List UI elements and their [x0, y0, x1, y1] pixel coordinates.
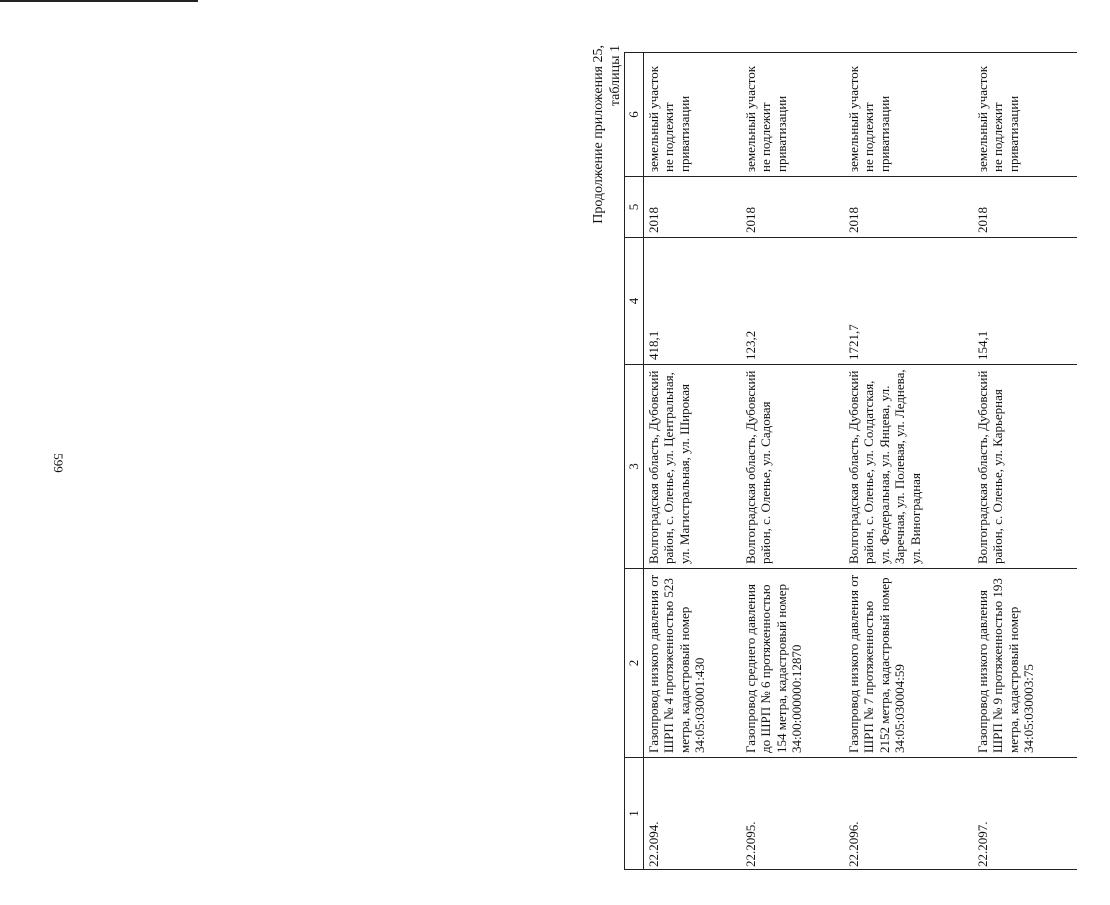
object-address: Волгоградская область, Дубовский район, с. Оленье, ул. Солдатская, ул. Федеральная, ул. Янцева, ул. Заречная, ул. Полевая, ул. Леднева, ул. Виноградная	[838, 365, 969, 569]
object-value: 1721,7	[838, 238, 969, 365]
object-status: земельный участок не подлежит приватизации	[643, 53, 737, 177]
header-cell: 3	[625, 365, 644, 569]
object-value: 418,1	[643, 238, 737, 365]
row-number: 22.2095.	[737, 758, 838, 870]
table-row	[737, 53, 838, 870]
header-cell: 4	[625, 238, 644, 365]
object-value: 123,2	[737, 238, 838, 365]
object-status: земельный участок не подлежит приватизации	[838, 53, 969, 177]
row-number: 22.2097.	[969, 758, 1077, 870]
object-address: Волгоградская область, Дубовский район, с. Оленье, ул. Центральная, ул. Магистральная, ул. Широкая	[643, 365, 737, 569]
row-number: 22.2094.	[643, 758, 737, 870]
row-number: 22.2096.	[838, 758, 969, 870]
object-name: Газопровод низкого давления ШРП № 9 протяженностью 193 метра, кадастровый номер 34:05:030003:75	[969, 569, 1077, 758]
object-address: Волгоградская область, Дубовский район, с. Оленье, ул. Садовая	[737, 365, 838, 569]
header-rule	[0, 0, 198, 2]
continuation-caption	[590, 45, 624, 224]
header-cell: 1	[625, 758, 644, 870]
header-cell: 2	[625, 569, 644, 758]
property-table	[624, 52, 1077, 870]
table-row	[969, 53, 1077, 870]
object-year: 2018	[643, 177, 737, 238]
header-row	[625, 53, 644, 870]
object-name: Газопровод низкого давления от ШРП № 4 протяженностью 523 метра, кадастровый номер 34:05:030001:430	[643, 569, 737, 758]
page-number: 599	[50, 453, 66, 473]
object-status: земельный участок не подлежит приватизации	[969, 53, 1077, 177]
continuation-line-1: Продолжение приложения 25,	[591, 45, 606, 224]
object-year: 2018	[838, 177, 969, 238]
table-row	[838, 53, 969, 870]
object-name: Газопровод низкого давления от ШРП № 7 протяженностью 2152 метра, кадастровый номер 34:05:030004:59	[838, 569, 969, 758]
object-year: 2018	[737, 177, 838, 238]
header-cell: 5	[625, 177, 644, 238]
object-value: 154,1	[969, 238, 1077, 365]
table-row	[643, 53, 737, 870]
object-name: Газопровод среднего давления до ШРП № 6 протяженностью 154 метра, кадастровый номер 34:00:000000:12870	[737, 569, 838, 758]
object-address: Волгоградская область, Дубовский район, с. Оленье, ул. Карьерная	[969, 365, 1077, 569]
object-status: земельный участок не подлежит приватизации	[737, 53, 838, 177]
object-year: 2018	[969, 177, 1077, 238]
header-cell: 6	[625, 53, 644, 177]
rotated-page-content	[590, 35, 1110, 870]
continuation-line-2: таблицы 1	[608, 45, 623, 107]
